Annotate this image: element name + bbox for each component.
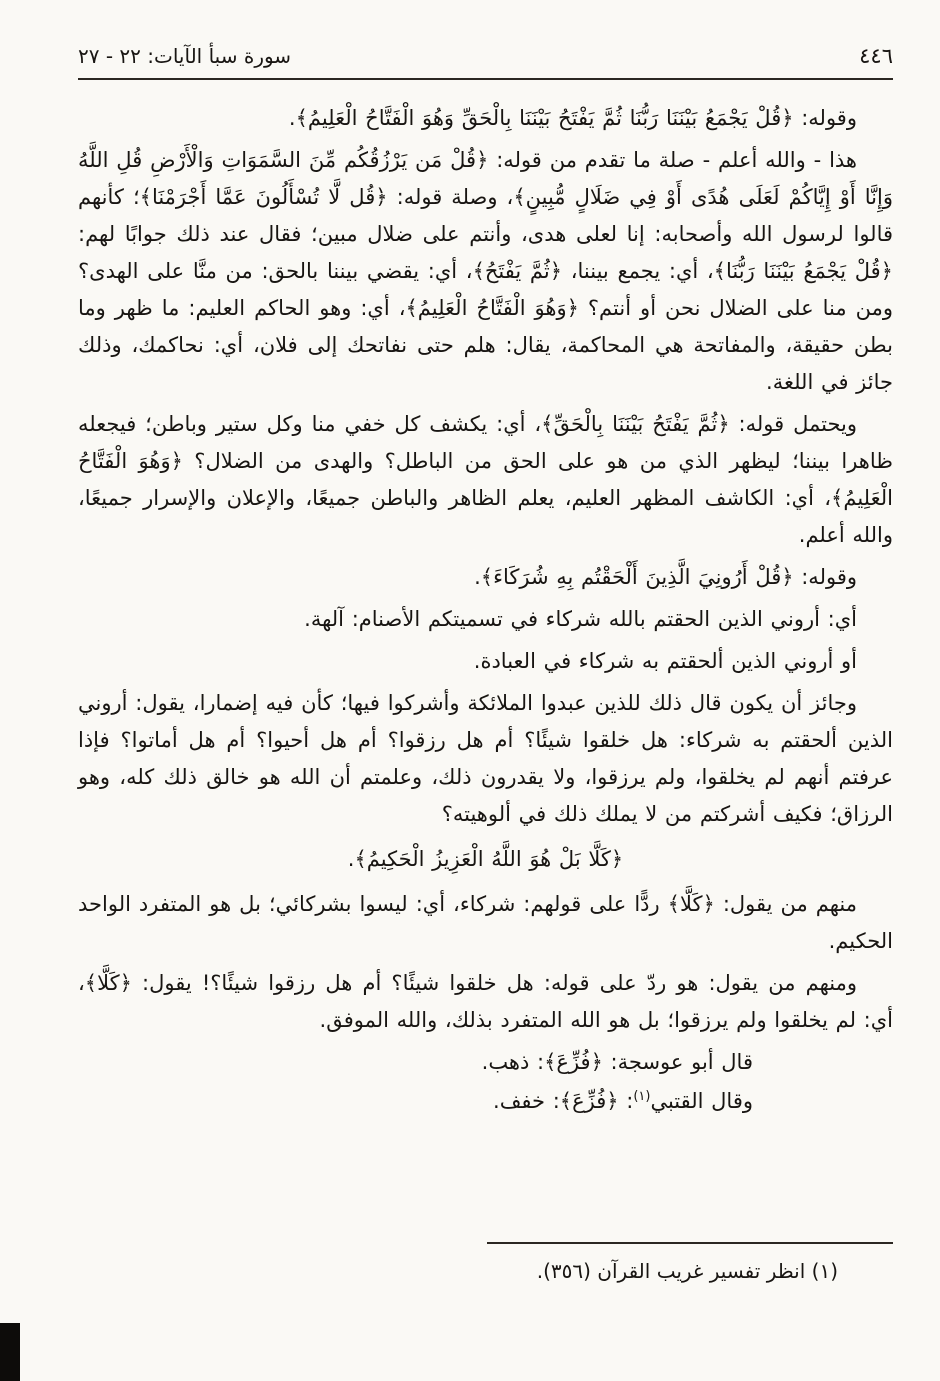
paragraph-commentary: وجائز أن يكون قال ذلك للذين عبدوا الملائكة وأشركوا فيها؛ كأن فيه إضمارا، يقول: أروني الذين ألحقتم به شركاء: هل خلقوا شيئًا؟ أم هل رزقوا؟ أم هل أحيوا؟ أم هل أماتوا؟ فإذا عرفتم أنهم لم يخلقوا، ولم يرزقوا، ولا يقدرون ذلك، وعلمتم أن الله هو خالق ذلك كله، وهو الرزاق؛ فكيف أشركتم من لا يملك ذلك في ألوهيته؟ — [78, 691, 893, 826]
gloss-lead: وقال القتبي — [650, 1089, 753, 1113]
verse-line: ﴿كَلَّا بَلْ هُوَ اللَّهُ الْعَزِيزُ الْحَكِيمُ﴾. — [347, 847, 624, 871]
paragraph-commentary: ومنهم من يقول: هو ردّ على قوله: هل خلقوا شيئًا؟ أم هل رزقوا شيئًا؟! يقول: ﴿كَلَّا﴾، أي: لم يخلقوا ولم يرزقوا؛ بل هو الله المتفرد بذلك، والله الموفق. — [78, 971, 893, 1032]
paragraph-quote-intro: وقوله: ﴿قُلْ أَرُونِيَ الَّذِينَ أَلْحَقْتُم بِهِ شُرَكَاءَ﴾. — [474, 565, 857, 589]
gloss-rest: : ﴿فُزِّعَ﴾: خفف. — [493, 1089, 634, 1113]
paragraph-commentary: أي: أروني الذين الحقتم بالله شركاء في تسميتكم الأصنام: آلهة. — [304, 607, 857, 631]
header-divider — [78, 78, 893, 80]
paragraph-commentary: أو أروني الذين ألحقتم به شركاء في العبادة. — [473, 649, 857, 673]
paragraph-lexical-gloss — [78, 1083, 893, 1120]
paragraph-commentary: هذا - والله أعلم - صلة ما تقدم من قوله: ﴿قُلْ مَن يَرْزُقُكُم مِّنَ السَّمَوَاتِ وَالْأَرْضِ قُلِ اللَّهُ وَإِنَّا أَوْ إِيَّاكُمْ لَعَلَى هُدًى أَوْ فِي ضَلَالٍ مُّبِينٍ﴾، وصلة قوله: ﴿قُل لَّا تُسْأَلُونَ عَمَّا أَجْرَمْنَا﴾؛ كأنهم قالوا لرسول الله وأصحابه: إنا لعلى هدى، وأنتم على ضلال مبين؛ فقال عند ذلك جوابًا لهم: ﴿قُلْ يَجْمَعُ بَيْنَنَا رَبُّنَا﴾، أي: يجمع بيننا، ﴿ثُمَّ يَفْتَحُ﴾، أي: يقضي بيننا بالحق: من منَّا على الهدى؟ ومن منا على الضلال نحن أو أنتم؟ ﴿وَهُوَ الْفَتَّاحُ الْعَلِيمُ﴾، أي: وهو الحاكم العليم: ما ظهر وما بطن حقيقة، والمفاتحة هي المحاكمة، يقال: هلم حتى نفاتحك إلى فلان، أي: نحاكمك، وذلك جائز في اللغة. — [78, 148, 893, 394]
chapter-title: سورة سبأ الآيات: ٢٢ - ٢٧ — [78, 44, 292, 68]
footnote-text: (١) انظر تفسير غريب القرآن (٣٥٦). — [536, 1259, 838, 1283]
paragraph-quote-intro: وقوله: ﴿قُلْ يَجْمَعُ بَيْنَنَا رَبُّنَا ثُمَّ يَفْتَحُ بَيْنَنَا بِالْحَقِّ وَهُوَ الْفَتَّاحُ الْعَلِيمُ﴾. — [288, 106, 857, 130]
page-number: ٤٤٦ — [859, 44, 893, 68]
page-header — [78, 44, 893, 68]
footnote-ref: (١) — [633, 1089, 651, 1104]
paragraph-commentary: منهم من يقول: ﴿كَلَّا﴾ ردًّا على قولهم: شركاء، أي: ليسوا بشركائي؛ بل هو المتفرد الواحد الحكيم. — [78, 892, 893, 953]
paragraph-commentary: ويحتمل قوله: ﴿ثُمَّ يَفْتَحُ بَيْنَنَا بِالْحَقِّ﴾، أي: يكشف كل خفي منا وكل ستير وباطن؛ فيجعله ظاهرا بيننا؛ ليظهر الذي من هو على الحق من الباطل؟ والهدى من الضلال؟ ﴿وَهُوَ الْفَتَّاحُ الْعَلِيمُ﴾، أي: الكاشف المظهر العليم، يعلم الظاهر والباطن جميعًا، والإعلان والإسرار جميعًا، والله أعلم. — [78, 412, 893, 547]
paragraph-lexical-gloss: قال أبو عوسجة: ﴿فُزِّعَ﴾: ذهب. — [481, 1050, 753, 1074]
footnote-area — [78, 1242, 893, 1288]
page-body — [78, 100, 893, 1120]
scan-artifact-mark — [0, 1323, 20, 1381]
